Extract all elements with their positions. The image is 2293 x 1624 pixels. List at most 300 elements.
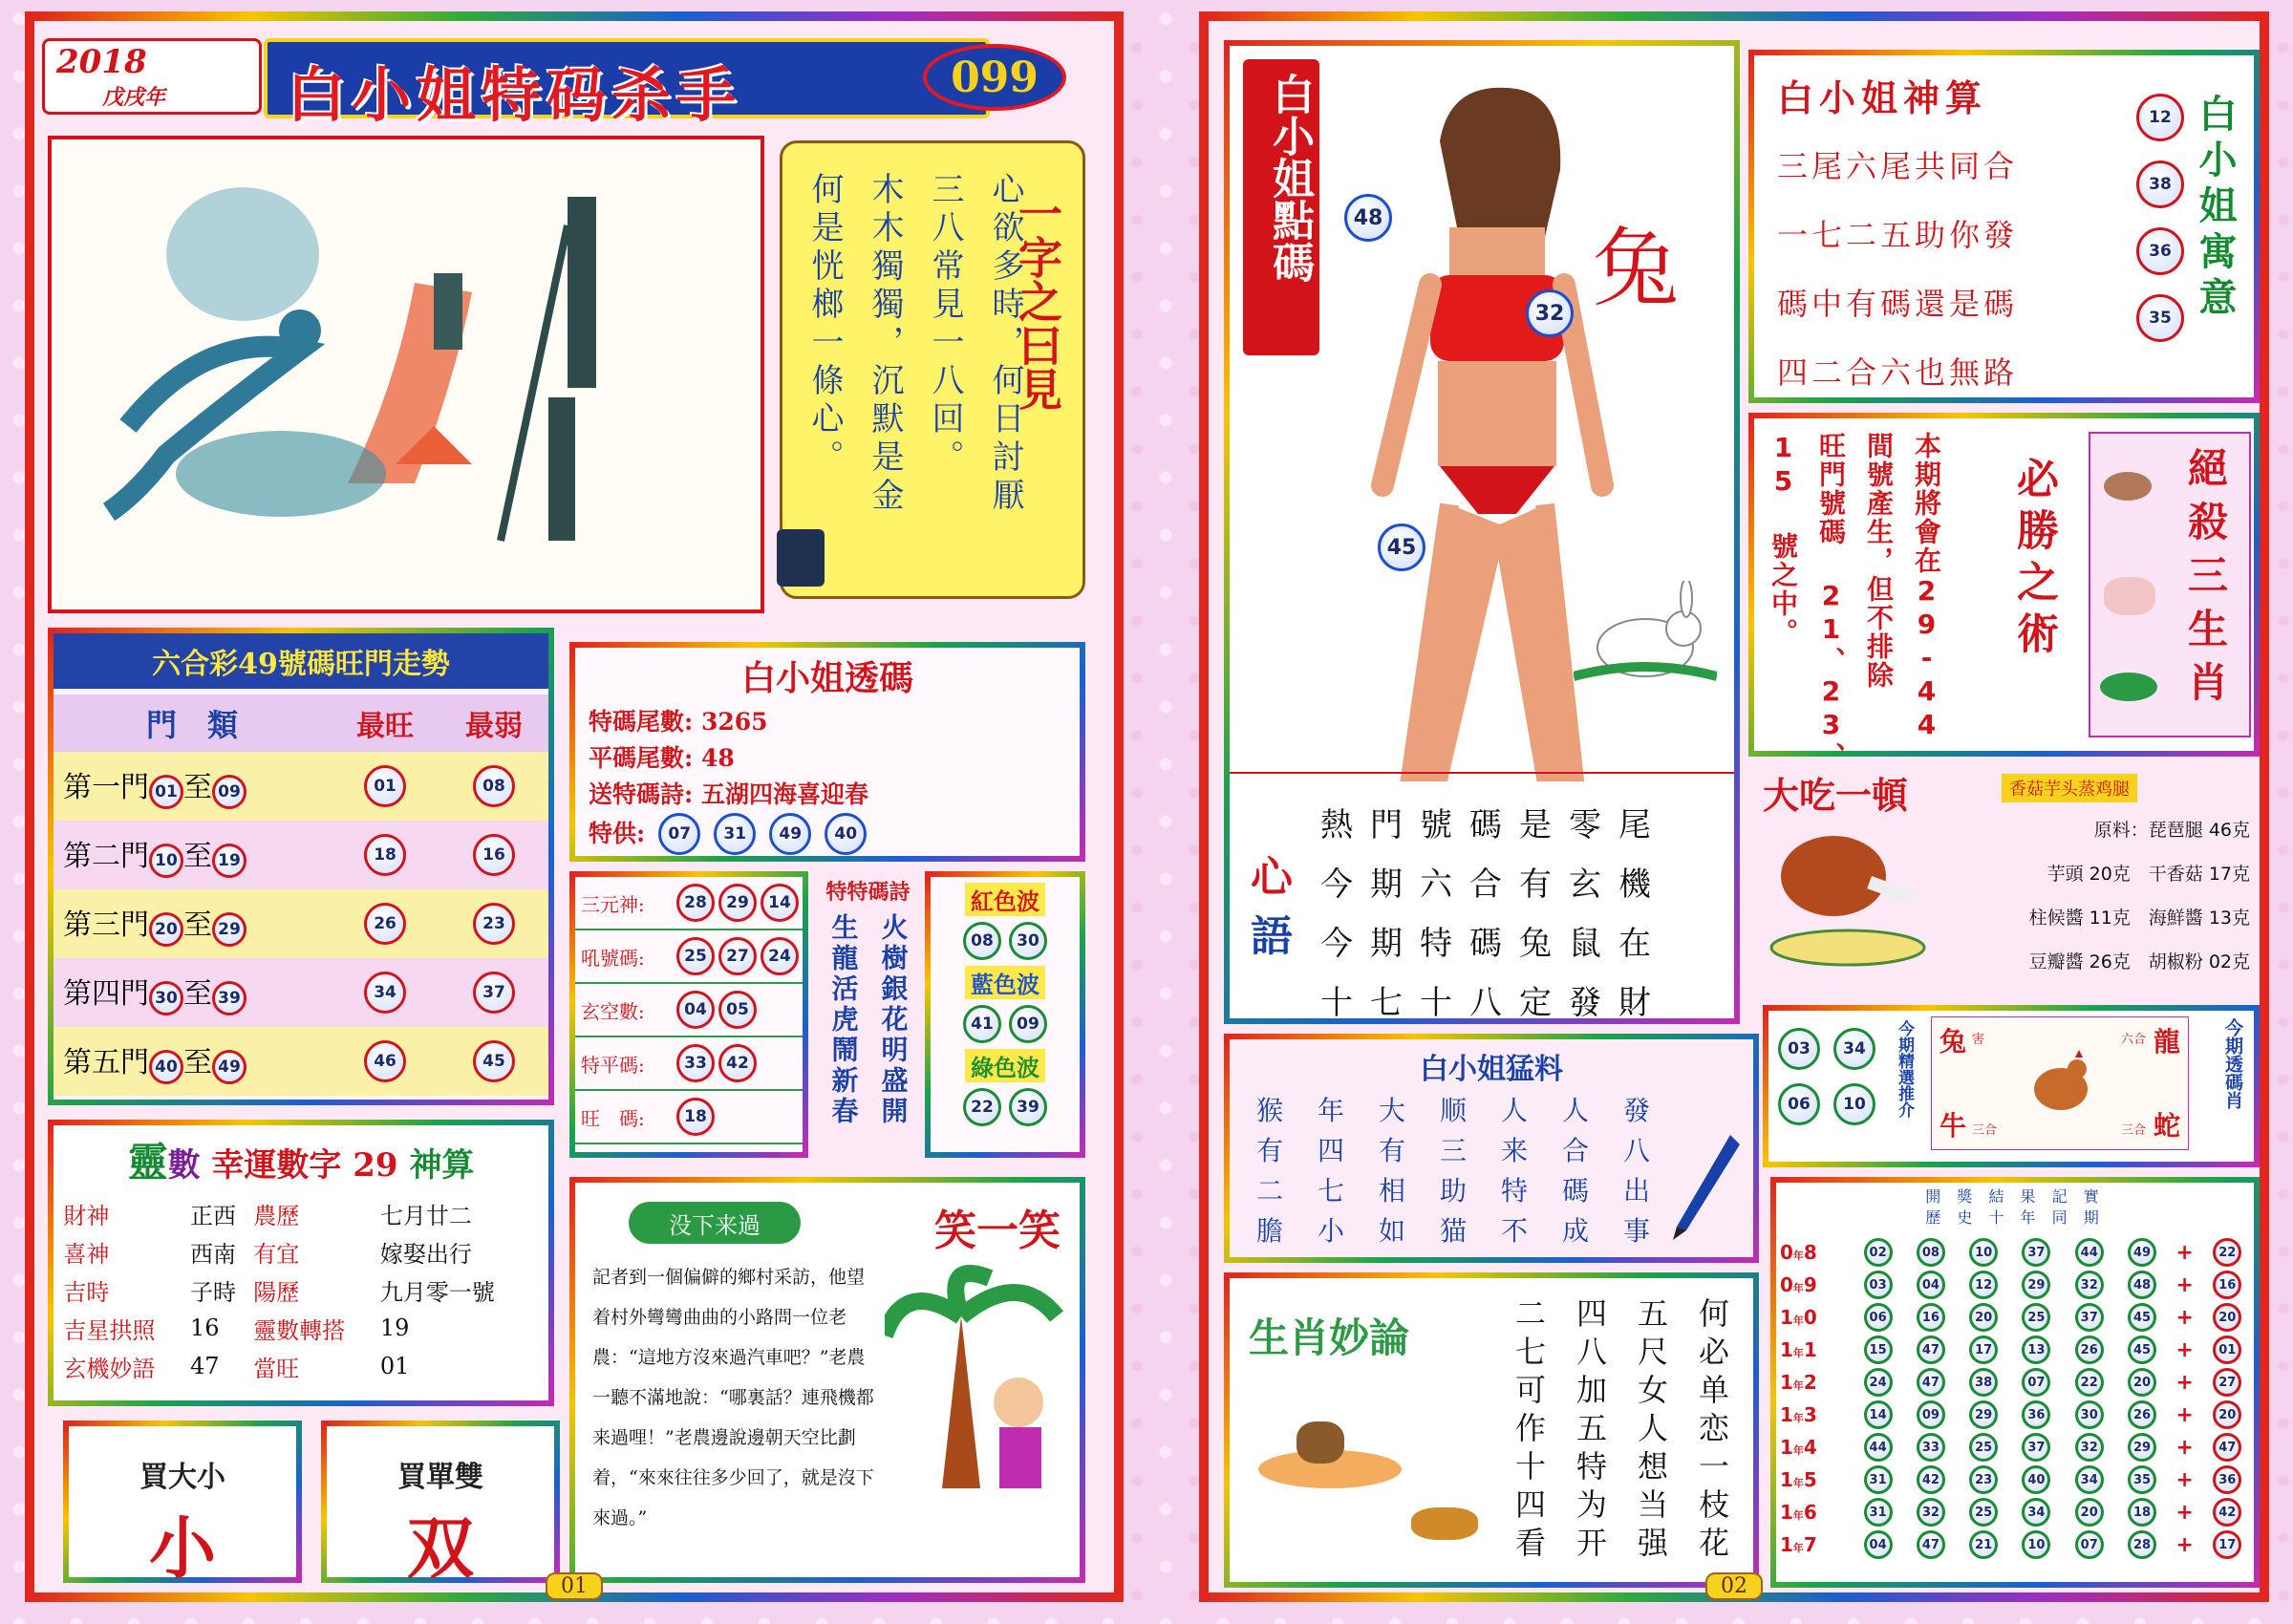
- gong-number: 31: [714, 813, 756, 855]
- ink-bottle-icon: [777, 529, 825, 587]
- trend-range: [54, 1027, 331, 1096]
- menglao-char: 膽: [1255, 1215, 1283, 1247]
- year-digit: 1: [1780, 1338, 1793, 1361]
- trend-panel: [48, 628, 554, 1105]
- history-year: [1776, 1464, 1852, 1496]
- wave-number: 22: [963, 1088, 1001, 1126]
- lucky-value: 西南: [189, 1240, 236, 1268]
- buy-odd-even-value: 双: [407, 1508, 474, 1588]
- history-number: 34: [2022, 1498, 2050, 1527]
- year-word: 年: [1792, 1250, 1804, 1262]
- year-digit: 5: [1803, 1468, 1817, 1491]
- history-number: 33: [1917, 1433, 1945, 1462]
- history-number: 25: [1969, 1433, 1998, 1462]
- lucky-key: 陽歷: [253, 1278, 300, 1306]
- range-from: 20: [149, 912, 183, 947]
- year-word: 年: [1792, 1412, 1804, 1424]
- year-digit: 1: [1780, 1501, 1793, 1524]
- zodiac-talk-title: 生肖妙論: [1249, 1314, 1410, 1361]
- row-number: 27: [718, 937, 757, 975]
- wave-number: 39: [1009, 1088, 1047, 1126]
- history-number: 13: [2022, 1336, 2050, 1364]
- heart-label: 心: [1251, 853, 1293, 902]
- buy-size-label: 買大小: [139, 1461, 225, 1494]
- right-page: [1199, 11, 2269, 1602]
- special-number: 47: [2213, 1433, 2241, 1462]
- lucky-key: 吉時: [63, 1278, 110, 1306]
- model-number: 48: [1344, 194, 1392, 242]
- poem-line: 三八常見一八回。: [926, 172, 964, 478]
- buy-odd-even-box: [321, 1421, 560, 1588]
- page-number: 01: [546, 1572, 603, 1600]
- tou-ma-panel: [569, 642, 1085, 862]
- menglao-char: 顺: [1439, 1095, 1467, 1126]
- history-number: 26: [2128, 1400, 2156, 1429]
- plus-sign: +: [2175, 1402, 2194, 1427]
- year-digit: 0: [1780, 1273, 1793, 1296]
- menglao-char: 大: [1378, 1095, 1405, 1126]
- lucky-title-e: 神算: [409, 1146, 475, 1185]
- lucky-key: 玄機妙語: [63, 1355, 156, 1382]
- left-page: [25, 11, 1124, 1602]
- shensuan-number: 38: [2136, 160, 2184, 208]
- history-number: 20: [1969, 1303, 1998, 1332]
- history-year: [1776, 1399, 1852, 1431]
- menglao-char: 如: [1378, 1215, 1405, 1247]
- special-number: 17: [2213, 1530, 2241, 1559]
- history-number: 20: [2075, 1498, 2104, 1527]
- menglao-char: 相: [1378, 1175, 1405, 1207]
- history-number: 18: [2128, 1498, 2156, 1527]
- year: 2018: [56, 43, 147, 81]
- year-word: 年: [1792, 1347, 1804, 1359]
- history-number: 37: [2075, 1303, 2104, 1332]
- row-label: 玄空數:: [581, 999, 645, 1023]
- history-row: [1776, 1528, 2254, 1561]
- history-number: 47: [1917, 1368, 1945, 1397]
- history-number: 24: [1864, 1368, 1893, 1397]
- model-number: 32: [1526, 289, 1574, 337]
- gong-number: 49: [769, 813, 811, 855]
- model-zodiac: 兔: [1593, 219, 1679, 319]
- zodiac-4: 蛇: [2153, 1110, 2180, 1142]
- history-number: 37: [2022, 1238, 2050, 1267]
- menglao-char: 猴: [1255, 1095, 1283, 1126]
- zodiac-talk-column: 四八加五特为开: [1572, 1297, 1608, 1565]
- trend-header: 最弱: [465, 710, 524, 743]
- lucky-value: 47: [189, 1353, 220, 1379]
- zodiac-talk-column: 五尺女人想当强: [1633, 1297, 1669, 1565]
- history-number: 08: [1917, 1238, 1945, 1267]
- history-row: [1776, 1399, 2254, 1431]
- year-digit: 0: [1803, 1306, 1817, 1329]
- lucky-value: 19: [379, 1314, 410, 1341]
- menglao-char: 来: [1500, 1135, 1528, 1166]
- cold-number: 08: [473, 765, 515, 807]
- range-to: 29: [212, 912, 246, 947]
- wave-number: 09: [1009, 1005, 1047, 1043]
- zodiac-tag-2: 六合: [2120, 1033, 2146, 1047]
- zodiac-tag-3: 三合: [1972, 1123, 1998, 1138]
- year-digit: 1: [1780, 1533, 1793, 1556]
- menglao-char: 人: [1500, 1095, 1528, 1126]
- zodiac-1: 兔: [1939, 1026, 1967, 1058]
- menglao-char: 合: [1561, 1135, 1589, 1166]
- menglao-title: 白小姐猛料: [1420, 1053, 1563, 1086]
- year-word: 年: [1792, 1314, 1804, 1327]
- lucky-key: 靈數轉搭: [253, 1316, 346, 1344]
- tou-title: 白小姐透碼: [740, 658, 913, 698]
- te-poem-line: 火樹銀花明盛開: [877, 913, 910, 1127]
- joke-text: 記者到一個偏僻的鄉村采訪，他望着村外彎彎曲曲的小路問一位老農：“這地方沒來過汽車吧？”老農一聽不滿地說：“哪裏話？連飛機都来過哩！”老農邊說邊朝天空比劃着，“來來往往多少回了，就是沒下來過。”: [592, 1267, 874, 1528]
- pig-icon: [2104, 577, 2155, 615]
- menglao-char: 小: [1317, 1215, 1344, 1247]
- cold-number: 23: [473, 903, 515, 945]
- history-number: 40: [2022, 1465, 2050, 1494]
- bisheng-panel: [1748, 413, 2260, 771]
- plus-sign: +: [2175, 1500, 2194, 1525]
- special-number: 20: [2213, 1400, 2241, 1429]
- history-number: 09: [1917, 1400, 1945, 1429]
- model-label: 白小姐點碼: [1265, 73, 1314, 283]
- plus-sign: +: [2175, 1272, 2194, 1297]
- food-title: 大吃一頓: [1763, 774, 1909, 817]
- shensuan-number: 12: [2136, 94, 2184, 141]
- ping-value: 48: [700, 744, 735, 772]
- dragon-icon: [2100, 673, 2157, 701]
- trend-title: 六合彩49號碼旺門走勢: [54, 633, 548, 689]
- history-number: 22: [2075, 1368, 2104, 1397]
- lucky-row: [63, 1271, 538, 1309]
- lucky-value: 九月零一號: [379, 1278, 495, 1306]
- menglao-panel: [1224, 1034, 1759, 1263]
- history-number: 23: [1969, 1465, 1998, 1494]
- heart-line: 十七十八定發財: [1320, 984, 1668, 1022]
- row-number: 42: [718, 1044, 757, 1082]
- hot-number: 46: [364, 1040, 406, 1082]
- history-number: 07: [2075, 1530, 2104, 1559]
- lucky-value: 七月廿二: [379, 1202, 472, 1229]
- joke-tag: 没下来過: [629, 1202, 801, 1244]
- range-word: 至: [183, 771, 212, 804]
- history-number: 25: [1969, 1498, 1998, 1527]
- row-number: 25: [676, 937, 715, 975]
- food-line: 豆瓣醬 26克 胡椒粉 02克: [2028, 951, 2250, 972]
- menglao-table: [1239, 1089, 1667, 1250]
- tuijie-number: 03: [1778, 1028, 1820, 1070]
- lucky-title-d: 29: [353, 1146, 398, 1185]
- plus-sign: +: [2175, 1532, 2194, 1557]
- year-digit: 4: [1803, 1436, 1817, 1459]
- history-number: 31: [1864, 1498, 1893, 1527]
- heart-line: 今期特碼兔鼠在: [1320, 925, 1668, 963]
- number-list-row: [575, 984, 803, 1037]
- range-word: 至: [183, 977, 212, 1011]
- menglao-char: 四: [1317, 1135, 1344, 1166]
- monkey-icon: [1297, 1421, 1344, 1464]
- history-number: 06: [1864, 1303, 1893, 1332]
- row-number: 14: [761, 884, 799, 922]
- bisheng-side: 絕殺三生肖: [2182, 447, 2229, 715]
- trend-label: 第一門: [63, 771, 149, 804]
- rabbit-icon: [1574, 581, 1717, 686]
- zodiac-relation: [1931, 1016, 2189, 1150]
- shensuan-line: 三尾六尾共同合: [1777, 148, 2019, 184]
- history-number: 26: [2075, 1336, 2104, 1364]
- history-number: 12: [1969, 1271, 1998, 1299]
- history-number: 49: [2128, 1238, 2156, 1267]
- trend-label: 第三門: [63, 908, 149, 942]
- special-number: 36: [2213, 1465, 2241, 1494]
- menglao-char: 事: [1622, 1215, 1650, 1247]
- farmer-illustration: [885, 1259, 1066, 1488]
- year-digit: 1: [1780, 1403, 1793, 1426]
- shensuan-line: 碼中有碼還是碼: [1777, 286, 2019, 322]
- number-list-panel: [569, 871, 808, 1158]
- year-word: 年: [1792, 1444, 1804, 1457]
- row-number: 28: [676, 884, 715, 922]
- history-number: 34: [2075, 1465, 2104, 1494]
- zodiac-tag-1: 害: [1972, 1033, 1985, 1047]
- painting-illustration: [52, 139, 761, 609]
- special-number: 20: [2213, 1303, 2241, 1332]
- year-digit: 3: [1803, 1403, 1817, 1426]
- history-number: 21: [1969, 1530, 1998, 1559]
- plus-sign: +: [2175, 1337, 2194, 1362]
- history-number: 45: [2128, 1336, 2156, 1364]
- buy-size-box: [63, 1421, 302, 1588]
- gong-number: 07: [658, 813, 700, 855]
- special-number: 16: [2213, 1271, 2241, 1299]
- history-number: 29: [2022, 1271, 2050, 1299]
- lucky-value: 01: [379, 1353, 410, 1379]
- row-number: 33: [676, 1044, 715, 1082]
- year-digit: 8: [1803, 1241, 1817, 1264]
- joke-badge: 笑一笑: [934, 1207, 1061, 1255]
- menglao-row: [1239, 1129, 1667, 1169]
- history-number: 44: [1864, 1433, 1893, 1462]
- wave-number: 41: [963, 1005, 1001, 1043]
- special-number: 27: [2213, 1368, 2241, 1397]
- trend-table: [54, 694, 548, 1096]
- history-row: [1776, 1301, 2254, 1334]
- lucky-key: 當旺: [253, 1355, 300, 1382]
- range-from: 30: [149, 981, 183, 1015]
- history-number: 10: [1969, 1238, 1998, 1267]
- wave-panel: [925, 871, 1085, 1158]
- row-label: 三元神:: [581, 892, 645, 916]
- tuijie-panel: [1763, 1005, 2260, 1167]
- trend-range: [54, 958, 331, 1027]
- history-year: [1776, 1496, 1852, 1528]
- heart-label: 語: [1251, 912, 1293, 961]
- history-number: 36: [2022, 1400, 2050, 1429]
- pen-icon: [1673, 1135, 1740, 1240]
- menglao-char: 猫: [1439, 1215, 1467, 1247]
- year-word: 年: [1792, 1542, 1804, 1554]
- lucky-title-b: 數: [167, 1146, 201, 1185]
- lucky-value: 16: [189, 1314, 220, 1341]
- food-line: 原料：琵琶腿 46克: [2093, 820, 2250, 841]
- title-banner: [264, 38, 990, 130]
- te-poem-title: 特特碼詩: [825, 880, 911, 905]
- plus-sign: +: [2175, 1435, 2194, 1460]
- rat-icon: [2104, 472, 2152, 501]
- tail-value: 3265: [700, 708, 768, 736]
- trend-header: 門 類: [146, 707, 239, 743]
- year-word: 年: [1792, 1509, 1804, 1522]
- poem-line: 何是恍榔一條心。: [805, 172, 844, 478]
- history-year: [1776, 1269, 1852, 1301]
- trend-header: 最旺: [356, 710, 415, 743]
- heart-line: 今期六合有玄機: [1320, 865, 1668, 904]
- lucky-value: 子時: [189, 1278, 236, 1306]
- history-number: 15: [1864, 1336, 1893, 1364]
- lucky-row: [63, 1309, 538, 1347]
- plus-sign: +: [2175, 1370, 2194, 1395]
- food-line: 柱候醬 11克 海鮮醬 13克: [2028, 908, 2250, 929]
- range-to: 09: [212, 775, 246, 809]
- menglao-char: 碼: [1561, 1175, 1589, 1207]
- history-number: 04: [1864, 1530, 1893, 1559]
- menglao-char: 八: [1622, 1135, 1650, 1166]
- lucky-key: 有宜: [253, 1240, 300, 1268]
- lucky-table: [63, 1194, 538, 1385]
- food-panel: [1753, 766, 2260, 991]
- model-panel: [1224, 40, 1740, 1024]
- menglao-char: 發: [1622, 1095, 1650, 1126]
- wave-label: 綠色波: [965, 1049, 1045, 1082]
- issue-number: 099: [923, 44, 1066, 111]
- history-number: 37: [2022, 1433, 2050, 1462]
- history-number: 42: [1917, 1465, 1945, 1494]
- hot-number: 01: [364, 765, 406, 807]
- history-number: 20: [2128, 1368, 2156, 1397]
- history-row: [1776, 1236, 2254, 1269]
- bisheng-title: 必勝之術: [2009, 457, 2058, 663]
- row-number: 24: [761, 937, 799, 975]
- tuijie-number: 10: [1833, 1083, 1875, 1125]
- shensuan-side: 白小姐寓意: [2193, 94, 2238, 323]
- range-from: 10: [149, 844, 183, 878]
- trend-range: [54, 752, 331, 821]
- number-list-row: [575, 1037, 803, 1091]
- history-year: [1776, 1366, 1852, 1399]
- zodiac-3: 牛: [1939, 1110, 1967, 1142]
- row-label: 吼號碼:: [581, 946, 645, 970]
- row-number: 04: [676, 991, 715, 1029]
- history-row: [1776, 1496, 2254, 1528]
- shensuan-number: 35: [2136, 294, 2184, 342]
- lucky-row: [63, 1347, 538, 1385]
- lucky-row: [63, 1194, 538, 1232]
- poem-scroll: [780, 140, 1085, 599]
- year-digit: 1: [1780, 1306, 1793, 1329]
- year-badge: [42, 38, 262, 115]
- number-list-row: [575, 930, 803, 984]
- history-number: 47: [1917, 1530, 1945, 1559]
- year-word: 年: [1792, 1477, 1804, 1489]
- history-year: [1776, 1528, 1852, 1561]
- history-number: 28: [2128, 1530, 2156, 1559]
- menglao-char: 有: [1378, 1135, 1405, 1166]
- year-digit: 9: [1803, 1273, 1817, 1296]
- tuijie-label: 今期精選推介: [1895, 1020, 1914, 1118]
- special-number: 01: [2213, 1336, 2241, 1364]
- menglao-char: 七: [1317, 1175, 1344, 1207]
- rooster-icon: [2018, 1046, 2104, 1122]
- model-label-box: [1243, 59, 1319, 355]
- tuijie-number: 06: [1778, 1083, 1820, 1125]
- page-number: 02: [1705, 1572, 1763, 1600]
- range-to: 49: [212, 1050, 246, 1084]
- history-number: 44: [2075, 1238, 2104, 1267]
- heart-line: 熱門號碼是零尾: [1320, 806, 1668, 844]
- range-from: 40: [149, 1050, 183, 1084]
- history-row: [1776, 1366, 2254, 1399]
- history-number: 32: [2075, 1433, 2104, 1462]
- lucky-key: 農歷: [253, 1202, 300, 1229]
- year-digit: 0: [1780, 1241, 1793, 1264]
- food-dish: 香菇芋头蒸鸡腿: [2002, 774, 2137, 802]
- history-number: 47: [1917, 1336, 1945, 1364]
- history-number: 02: [1864, 1238, 1893, 1267]
- row-number: 29: [718, 884, 757, 922]
- year-word: 年: [1792, 1379, 1804, 1392]
- menglao-char: 出: [1622, 1175, 1650, 1207]
- shensuan-line: 一七二五助你發: [1777, 217, 2019, 253]
- menglao-char: 不: [1500, 1215, 1528, 1247]
- history-number: 30: [2075, 1400, 2104, 1429]
- bisheng-line: 本期將會在29-44: [1911, 432, 1942, 742]
- trend-row: [54, 821, 548, 889]
- trend-label: 第四門: [63, 977, 149, 1011]
- trend-label: 第五門: [63, 1046, 149, 1079]
- range-to: 39: [212, 981, 246, 1015]
- te-poem-line: 生龍活虎鬧新春: [827, 913, 860, 1127]
- menglao-char: 成: [1561, 1215, 1589, 1247]
- trend-row: [54, 752, 548, 821]
- history-row: [1776, 1431, 2254, 1464]
- history-year: [1776, 1236, 1852, 1269]
- menglao-char: 三: [1439, 1135, 1467, 1166]
- history-number: 32: [1917, 1498, 1945, 1527]
- page-title: 白小姐特码杀手: [287, 60, 742, 130]
- menglao-char: 二: [1255, 1175, 1283, 1207]
- lucky-key: 喜神: [63, 1240, 110, 1268]
- bisheng-line: 間號產生，但不排除: [1863, 432, 1895, 690]
- wave-label: 藍色波: [965, 966, 1045, 999]
- range-from: 01: [149, 775, 183, 809]
- history-number: 16: [1917, 1303, 1945, 1332]
- history-number: 07: [2022, 1368, 2050, 1397]
- history-number: 03: [1864, 1271, 1893, 1299]
- poem-label: 一字之曰見: [1012, 191, 1063, 411]
- plus-sign: +: [2175, 1240, 2194, 1265]
- gong-label: 特供:: [589, 820, 646, 847]
- trend-range: [54, 821, 331, 889]
- lucky-value: 正西: [189, 1202, 236, 1229]
- zodiac-talk-panel: [1224, 1272, 1759, 1588]
- history-title-bot: 歷 史 十 年 同 期: [1925, 1208, 2105, 1227]
- year-digit: 1: [1780, 1371, 1793, 1394]
- history-number: 17: [1969, 1336, 1998, 1364]
- range-word: 至: [183, 908, 212, 942]
- year-sub: 戊戌年: [102, 85, 166, 110]
- history-number: 04: [1917, 1271, 1945, 1299]
- lucky-key: 吉星拱照: [63, 1316, 156, 1344]
- row-label: 旺 碼:: [581, 1106, 645, 1130]
